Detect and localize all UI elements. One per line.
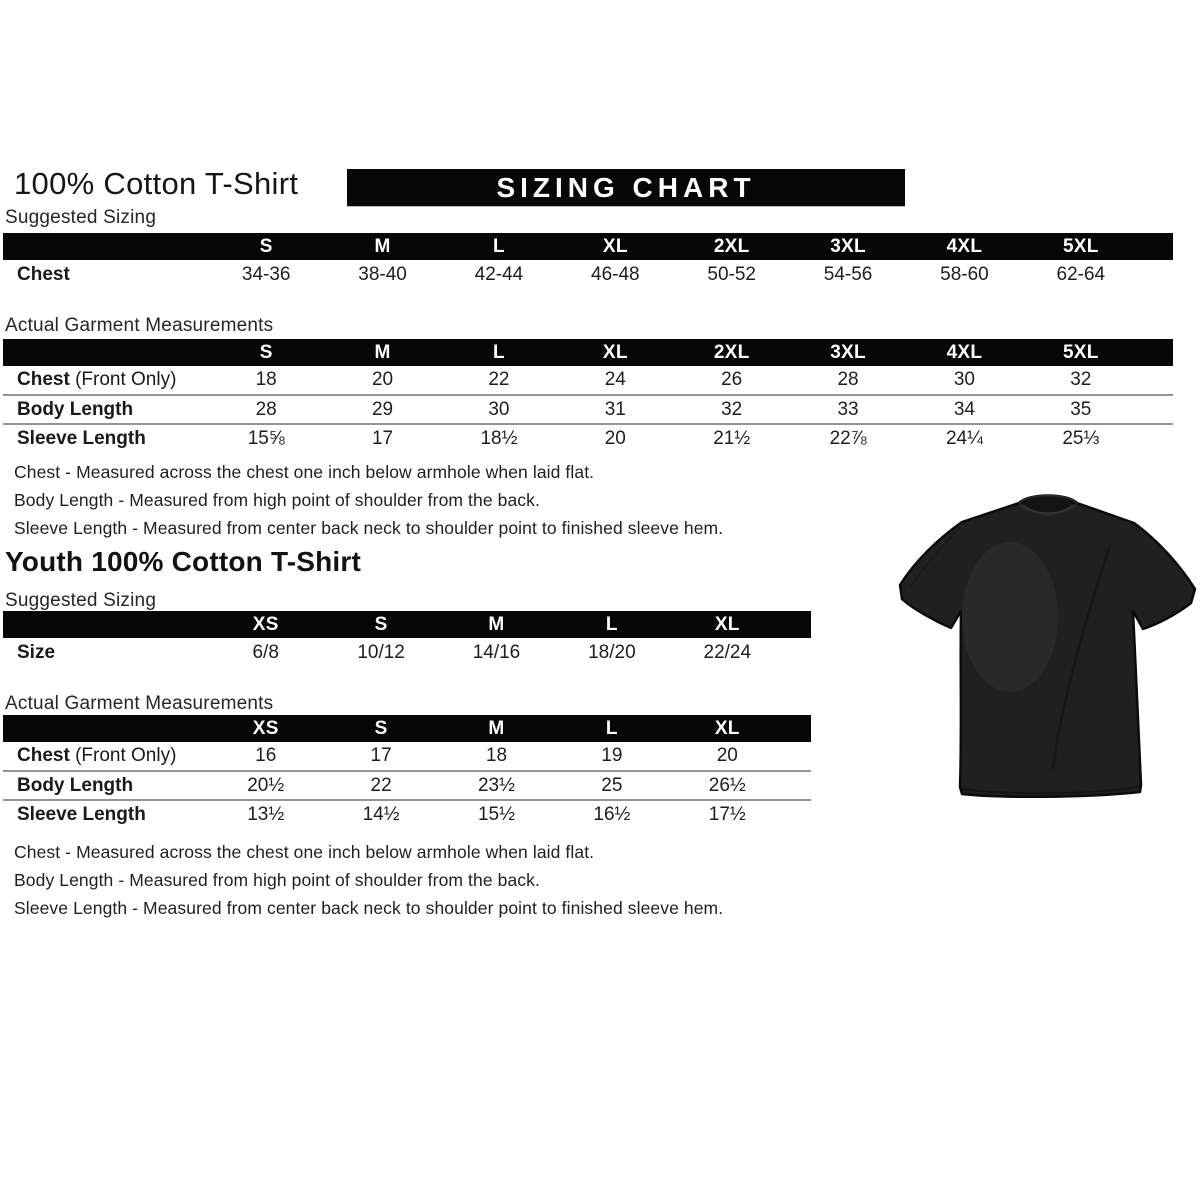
row-label-header bbox=[3, 715, 208, 742]
table-row bbox=[3, 800, 811, 829]
row-label: Sleeve Length bbox=[17, 428, 146, 449]
youth-suggested-sizing-table bbox=[3, 611, 811, 667]
measurement-cell: 19 bbox=[601, 745, 623, 766]
measurement-cell: 23½ bbox=[477, 774, 515, 796]
measurement-cell: 26½ bbox=[708, 774, 746, 796]
measurement-cell: 6/8 bbox=[252, 641, 279, 663]
youth-measurement-notes bbox=[5, 838, 723, 922]
measurement-note: Body Length - Measured from high point of shoulder from the back. bbox=[14, 490, 540, 510]
size-column-header: 4XL bbox=[906, 339, 1022, 366]
measurement-cell: 24¼ bbox=[945, 428, 983, 449]
size-column-header: S bbox=[208, 339, 324, 366]
youth-section-title: Youth 100% Cotton T-Shirt bbox=[5, 546, 362, 577]
table-row bbox=[3, 424, 1173, 453]
measurement-cell: 25⅓ bbox=[1062, 428, 1100, 449]
adult-measurement-notes bbox=[5, 458, 723, 542]
measurement-cell: 15⅝ bbox=[247, 428, 285, 449]
measurement-cell: 35 bbox=[1070, 398, 1092, 420]
measurement-note: Body Length - Measured from high point of shoulder from the back. bbox=[14, 870, 540, 890]
measurement-cell: 22 bbox=[370, 774, 392, 796]
measurement-cell: 18½ bbox=[480, 428, 518, 449]
measurement-note: Sleeve Length - Measured from center back neck to shoulder point to finished sleeve hem. bbox=[14, 518, 724, 538]
size-column-header: S bbox=[323, 611, 438, 638]
size-column-header: 2XL bbox=[674, 339, 790, 366]
size-column-header: L bbox=[554, 715, 669, 742]
measurement-cell: 10/12 bbox=[357, 641, 405, 663]
size-column-header: 2XL bbox=[674, 233, 790, 260]
size-column-header: XL bbox=[557, 233, 673, 260]
adult-suggested-sizing-label: Suggested Sizing bbox=[5, 207, 157, 228]
size-column-header: M bbox=[324, 339, 440, 366]
size-column-header: M bbox=[439, 715, 554, 742]
size-column-header: M bbox=[324, 233, 440, 260]
table-row bbox=[3, 742, 811, 771]
table-row bbox=[3, 395, 1173, 424]
header-spacer bbox=[1139, 339, 1173, 366]
measurement-note: Chest - Measured across the chest one inch below armhole when laid flat. bbox=[14, 462, 595, 482]
measurement-note: Chest - Measured across the chest one inch below armhole when laid flat. bbox=[14, 842, 595, 862]
youth-actual-measurements-table bbox=[3, 715, 811, 829]
row-label: Chest bbox=[17, 263, 70, 285]
measurement-note: Sleeve Length - Measured from center back neck to shoulder point to finished sleeve hem. bbox=[14, 898, 724, 918]
measurement-cell: 13½ bbox=[247, 804, 285, 825]
adult-actual-measurements-table bbox=[3, 339, 1173, 453]
measurement-cell: 62-64 bbox=[1056, 263, 1106, 285]
row-spacer bbox=[1139, 424, 1173, 453]
measurement-cell: 30 bbox=[953, 369, 975, 390]
measurement-cell: 22⅞ bbox=[829, 428, 867, 449]
header-spacer bbox=[1139, 233, 1173, 260]
row-spacer bbox=[785, 742, 811, 771]
size-column-header: L bbox=[441, 339, 557, 366]
measurement-cell: 54-56 bbox=[823, 263, 873, 285]
table-row bbox=[3, 260, 1173, 289]
size-column-header: 4XL bbox=[906, 233, 1022, 260]
black-tshirt-photo bbox=[898, 487, 1198, 807]
header-spacer bbox=[785, 715, 811, 742]
row-label: Sleeve Length bbox=[17, 804, 146, 825]
youth-actual-measurements-label: Actual Garment Measurements bbox=[5, 693, 274, 714]
measurement-cell: 20 bbox=[604, 428, 626, 449]
measurement-cell: 15½ bbox=[477, 804, 515, 825]
measurement-cell: 17 bbox=[371, 428, 394, 449]
row-spacer bbox=[1139, 395, 1173, 424]
adult-actual-measurements-label: Actual Garment Measurements bbox=[5, 315, 274, 336]
size-column-header: L bbox=[554, 611, 669, 638]
row-label: Body Length bbox=[17, 774, 134, 796]
measurement-cell: 20½ bbox=[247, 774, 285, 796]
youth-suggested-sizing-label: Suggested Sizing bbox=[5, 590, 157, 611]
size-column-header: XL bbox=[670, 715, 785, 742]
measurement-cell: 58-60 bbox=[940, 263, 989, 285]
row-label-header bbox=[3, 611, 208, 638]
table-row bbox=[3, 366, 1173, 395]
header-spacer bbox=[785, 611, 811, 638]
size-column-header: XL bbox=[557, 339, 673, 366]
size-column-header: S bbox=[208, 233, 324, 260]
size-column-header: 5XL bbox=[1023, 339, 1139, 366]
tshirt-illustration bbox=[898, 487, 1198, 807]
sizing-chart-banner: SIZING CHART bbox=[347, 169, 905, 206]
measurement-cell: 29 bbox=[371, 398, 394, 420]
measurement-cell: 18 bbox=[485, 745, 508, 766]
adult-suggested-sizing-table bbox=[3, 233, 1173, 289]
measurement-cell: 38-40 bbox=[358, 263, 407, 285]
size-column-header: 5XL bbox=[1023, 233, 1139, 260]
row-label: Body Length bbox=[17, 398, 134, 420]
measurement-cell: 34-36 bbox=[241, 263, 291, 285]
row-label-header bbox=[3, 233, 208, 260]
measurement-cell: 18 bbox=[255, 369, 277, 390]
row-spacer bbox=[1139, 260, 1173, 289]
size-column-header: L bbox=[441, 233, 557, 260]
measurement-cell: 26 bbox=[721, 369, 743, 390]
measurement-cell: 25 bbox=[601, 774, 623, 796]
measurement-cell: 16 bbox=[255, 745, 277, 766]
row-spacer bbox=[1139, 366, 1173, 395]
measurement-cell: 20 bbox=[371, 369, 394, 390]
measurement-cell: 22/24 bbox=[703, 641, 752, 663]
row-label: Chest (Front Only) bbox=[17, 369, 177, 390]
measurement-cell: 50-52 bbox=[707, 263, 756, 285]
measurement-cell: 42-44 bbox=[474, 263, 524, 285]
measurement-cell: 22 bbox=[488, 369, 510, 390]
measurement-cell: 34 bbox=[953, 398, 975, 420]
measurement-cell: 46-48 bbox=[591, 263, 640, 285]
row-label: Chest (Front Only) bbox=[17, 745, 177, 766]
measurement-cell: 17½ bbox=[708, 804, 746, 825]
measurement-cell: 30 bbox=[488, 398, 510, 420]
row-label-header bbox=[3, 339, 208, 366]
measurement-cell: 17 bbox=[370, 745, 392, 766]
measurement-cell: 32 bbox=[1070, 369, 1092, 390]
measurement-cell: 18/20 bbox=[588, 641, 636, 663]
size-column-header: 3XL bbox=[790, 339, 906, 366]
table-row bbox=[3, 638, 811, 667]
size-column-header: M bbox=[439, 611, 554, 638]
size-column-header: 3XL bbox=[790, 233, 906, 260]
measurement-cell: 20 bbox=[716, 745, 738, 766]
measurement-cell: 16½ bbox=[593, 804, 631, 825]
measurement-cell: 28 bbox=[255, 398, 277, 420]
table-row bbox=[3, 771, 811, 800]
size-column-header: XS bbox=[208, 715, 323, 742]
row-spacer bbox=[785, 771, 811, 800]
measurement-cell: 33 bbox=[837, 398, 859, 420]
measurement-cell: 24 bbox=[604, 369, 626, 390]
size-column-header: S bbox=[323, 715, 438, 742]
measurement-cell: 14½ bbox=[362, 804, 400, 825]
measurement-cell: 32 bbox=[721, 398, 743, 420]
page-title: 100% Cotton T-Shirt bbox=[14, 166, 299, 201]
row-spacer bbox=[785, 800, 811, 829]
size-column-header: XL bbox=[670, 611, 785, 638]
measurement-cell: 28 bbox=[837, 369, 859, 390]
measurement-cell: 21½ bbox=[713, 428, 751, 449]
measurement-cell: 14/16 bbox=[472, 641, 521, 663]
measurement-cell: 31 bbox=[604, 398, 626, 420]
tshirt-highlight bbox=[962, 542, 1058, 692]
size-column-header: XS bbox=[208, 611, 323, 638]
row-label: Size bbox=[17, 641, 56, 663]
row-spacer bbox=[785, 638, 811, 667]
